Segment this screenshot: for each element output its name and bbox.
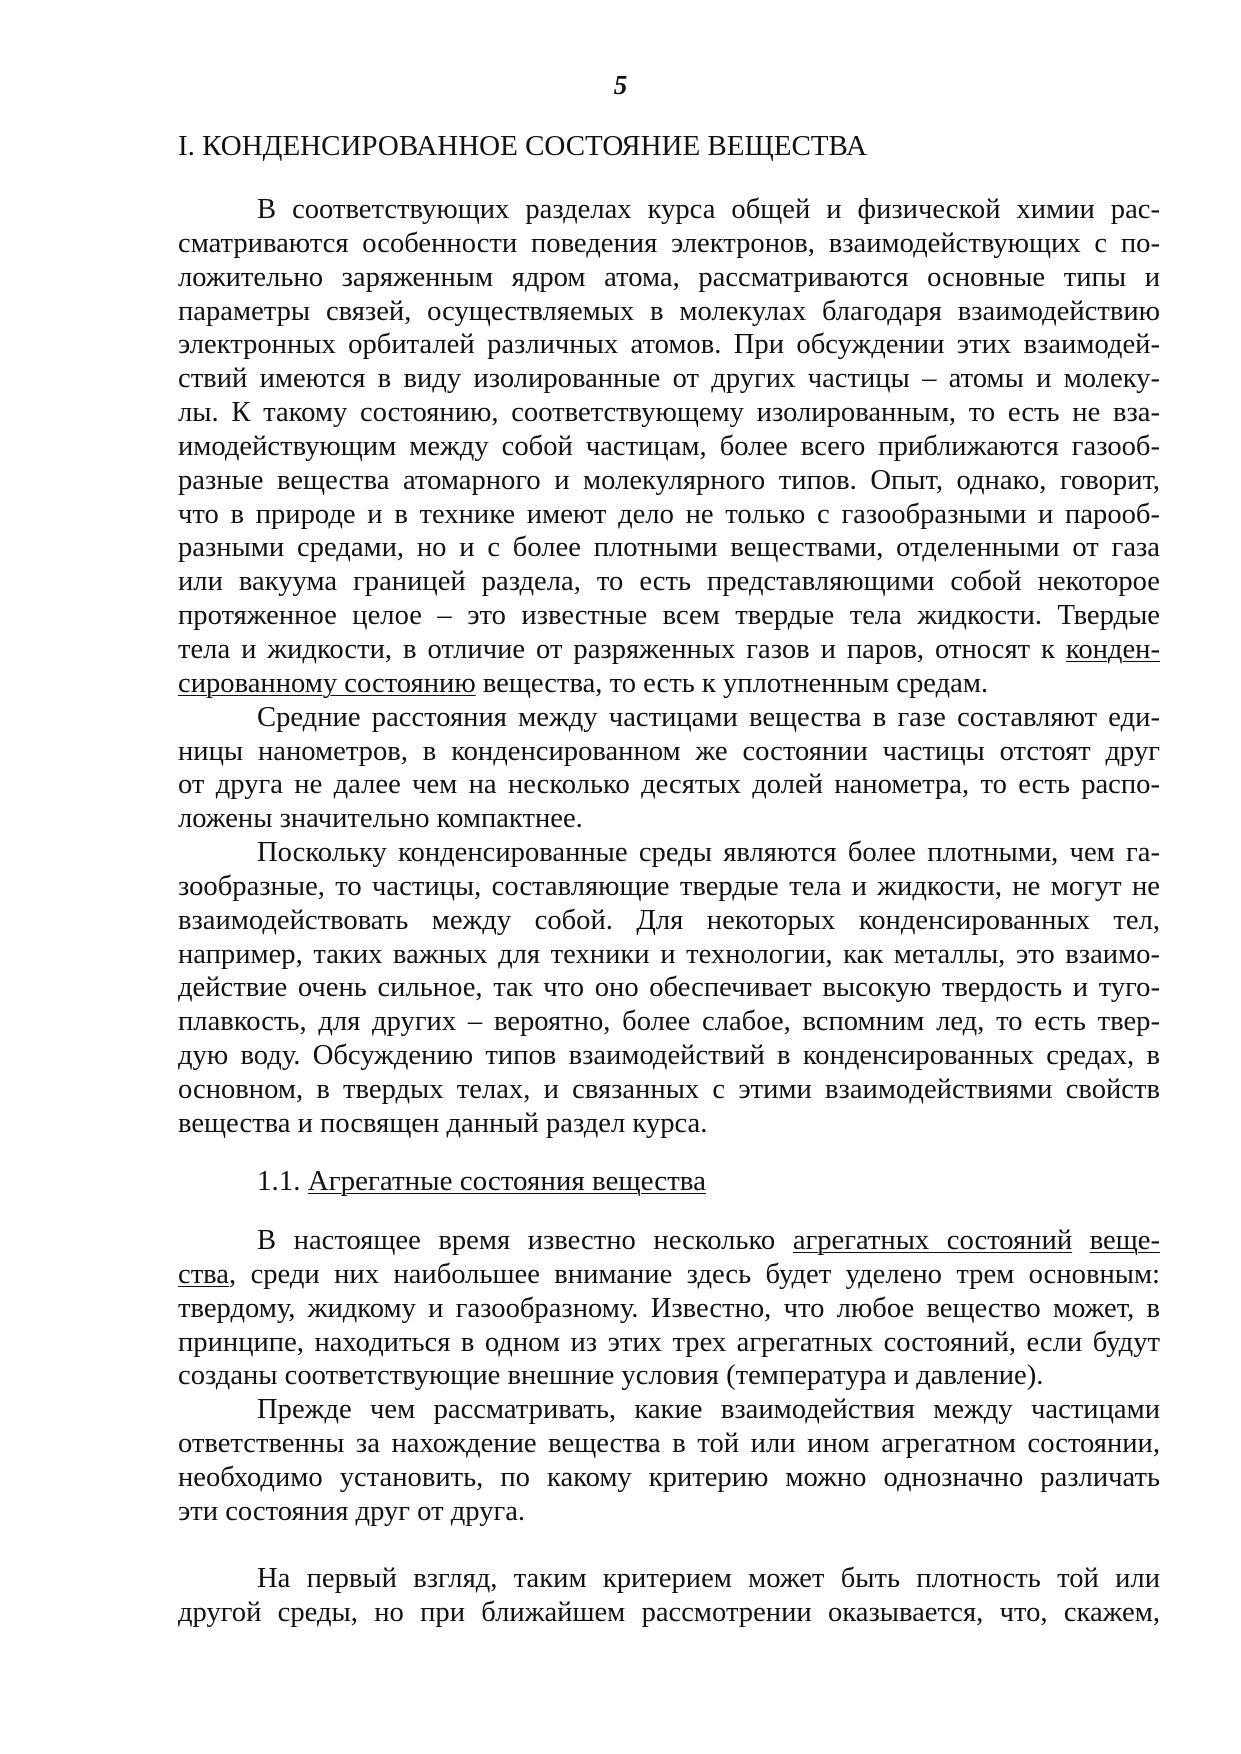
text-block-section: [178, 1224, 1160, 1529]
text-line: [178, 1073, 1160, 1107]
text-run: созданы соответствующие внешние условия (температура и давление).: [178, 1360, 1044, 1392]
paragraph: [178, 836, 1160, 1141]
underlined-term: конден-: [1065, 633, 1160, 665]
text-run: тела и жидкости, в отличие от разряженных газов и паров, относят к: [178, 633, 1066, 665]
text-run: дую воду. Обсуждению типов взаимодействий в конденсированных средах, в: [178, 1040, 1160, 1072]
text-run: действие очень сильное, так что оно обеспечивает высокую твердость и туго-: [178, 972, 1160, 1004]
page-number: 5: [613, 70, 628, 100]
text-line: [178, 1005, 1160, 1039]
text-run: протяженное целое – это известные всем твердые тела жидкости. Твердые: [178, 600, 1160, 632]
text-run: или вакуума границей раздела, то есть представляющими собой некоторое: [178, 566, 1160, 598]
text-line: [178, 1393, 1160, 1427]
text-run: принципе, находиться в одном из этих трех агрегатных состояний, если будут: [178, 1326, 1160, 1358]
paragraph: [178, 193, 1160, 701]
text-line: [178, 396, 1160, 430]
text-run: разные вещества атомарного и молекулярного типов. Опыт, однако, говорит,: [178, 464, 1160, 496]
chapter-heading: I. КОНДЕНСИРОВАННОЕ СОСТОЯНИЕ ВЕЩЕСТВА: [178, 130, 867, 162]
text-run: В настоящее время известно несколько: [257, 1225, 793, 1256]
section-heading: [257, 1165, 706, 1198]
text-line: [178, 1461, 1160, 1495]
text-run: ложительно заряженным ядром атома, рассматриваются основные типы и: [178, 261, 1160, 293]
text-line: [178, 464, 1160, 498]
text-run: эти состояния друг от друга.: [178, 1495, 526, 1527]
text-line: [178, 904, 1160, 938]
text-run: взаимодействовать между собой. Для некоторых конденсированных тел,: [178, 904, 1160, 936]
text-run: вещества и посвящен данный раздел курса.: [178, 1107, 708, 1139]
text-run: ответственны за нахождение вещества в той или ином агрегатном состоянии,: [178, 1428, 1160, 1460]
text-run: Поскольку конденсированные среды являются более плотными, чем га-: [257, 837, 1160, 869]
text-line: [178, 701, 1160, 735]
paragraph: [178, 701, 1160, 836]
text-run: например, таких важных для техники и технологии, как металлы, это взаимо-: [178, 938, 1160, 970]
underlined-term: ства: [178, 1258, 230, 1290]
text-line: [178, 1326, 1160, 1360]
text-line: [178, 1495, 1160, 1529]
text-run: разными средами, но и с более плотными веществами, отделенными от газа: [178, 532, 1160, 564]
underlined-term: сированному состоянию: [178, 667, 476, 699]
text-line: [178, 1359, 1160, 1393]
text-line: [178, 498, 1160, 532]
text-line: [178, 1224, 1160, 1258]
underlined-term: агрегатных состояний: [792, 1225, 1073, 1256]
text-line: [178, 295, 1160, 329]
text-line: [178, 193, 1160, 227]
text-run: В соответствующих разделах курса общей и физической химии рас-: [257, 194, 1160, 225]
text-run: зообразные, то частицы, составляющие твердые тела и жидкости, не могут не: [178, 870, 1160, 902]
section-title: Агрегатные состояния вещества: [307, 1165, 706, 1197]
text-run: основном, в твердых телах, и связанных с этими взаимодействиями свойств: [178, 1073, 1160, 1105]
paragraph: [178, 1393, 1160, 1528]
text-line: [178, 836, 1160, 870]
text-line: [178, 1596, 1160, 1630]
text-line: [178, 1107, 1160, 1141]
text-run: Средние расстояния между частицами вещества в газе составляют еди-: [257, 701, 1160, 733]
text-line: [178, 1258, 1160, 1292]
text-line: [178, 870, 1160, 904]
text-run: Прежде чем рассматривать, какие взаимодействия между частицами: [257, 1394, 1160, 1426]
text-line: [178, 802, 1160, 836]
text-block-intro: [178, 193, 1160, 1141]
text-run: ницы нанометров, в конденсированном же состоянии частицы отстоят друг: [178, 735, 1160, 767]
text-run: [1072, 1225, 1090, 1256]
text-run: параметры связей, осуществляемых в молекулах благодаря взаимодействию: [178, 295, 1160, 327]
underlined-term: веще-: [1089, 1225, 1160, 1256]
text-line: [178, 531, 1160, 565]
text-run: лы. К такому состоянию, соответствующему изолированным, то есть не вза-: [178, 397, 1160, 429]
paragraph: [178, 1224, 1160, 1393]
text-line: [178, 938, 1160, 972]
text-run: необходимо установить, по какому критерию можно однозначно различать: [178, 1461, 1160, 1493]
text-line: [178, 735, 1160, 769]
text-line: [178, 565, 1160, 599]
text-run: ствий имеются в виду изолированные от других частицы – атомы и молеку-: [178, 363, 1160, 395]
text-run: имодействующим между собой частицам, более всего приближаются газооб-: [178, 430, 1160, 462]
text-run: плавкость, для других – вероятно, более слабое, вспомним лед, то есть твер-: [178, 1006, 1160, 1038]
paragraph: [178, 1562, 1160, 1630]
text-run: , среди них наибольшее внимание здесь будет уделено трем основным:: [229, 1258, 1160, 1290]
text-line: [178, 971, 1160, 1005]
text-line: [178, 667, 1160, 701]
section-number: 1.1.: [257, 1165, 308, 1197]
text-line: [178, 430, 1160, 464]
text-line: [178, 1562, 1160, 1596]
text-line: [178, 768, 1160, 802]
text-run: что в природе и в технике имеют дело не только с газообразными и парооб-: [178, 498, 1160, 530]
text-run: На первый взгляд, таким критерием может быть плотность той или: [257, 1563, 1160, 1594]
text-run: другой среды, но при ближайшем рассмотрении оказывается, что, скажем,: [178, 1596, 1160, 1628]
text-line: [178, 1039, 1160, 1073]
text-line: [178, 599, 1160, 633]
text-run: вещества, то есть к уплотненным средам.: [475, 667, 989, 699]
text-run: электронных орбиталей различных атомов. При обсуждении этих взаимодей-: [178, 329, 1160, 361]
text-run: ложены значительно компактнее.: [178, 803, 583, 835]
text-line: [178, 362, 1160, 396]
text-run: сматриваются особенности поведения электронов, взаимодействующих с по-: [178, 227, 1160, 259]
text-run: от друга не далее чем на несколько десятых долей нанометра, то есть распо-: [178, 769, 1160, 801]
text-line: [178, 328, 1160, 362]
text-line: [178, 261, 1160, 295]
text-block-continued: [178, 1562, 1160, 1630]
text-line: [178, 1292, 1160, 1326]
text-line: [178, 633, 1160, 667]
text-line: [178, 1427, 1160, 1461]
text-run: твердому, жидкому и газообразному. Известно, что любое вещество может, в: [178, 1292, 1160, 1324]
text-line: [178, 227, 1160, 261]
